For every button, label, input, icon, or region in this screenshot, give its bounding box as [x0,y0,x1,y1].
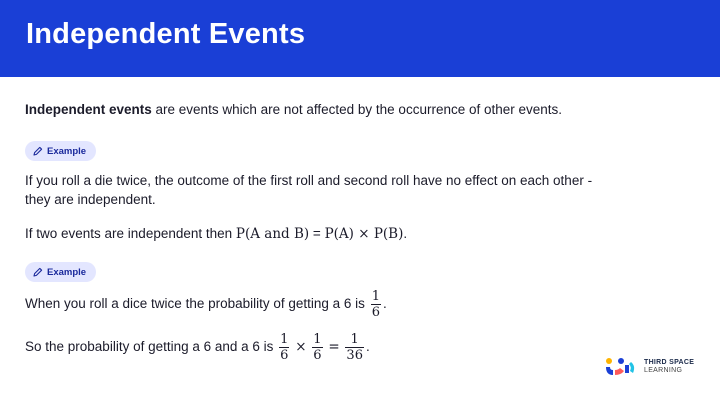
logo-icon [604,356,638,378]
example2-line2-end: . [365,339,370,354]
title-banner [0,0,720,77]
example-label: Example [47,266,87,278]
pencil-icon [33,267,43,277]
definition-term: Independent events [25,102,152,117]
example1-line2: they are independent. [25,192,156,207]
fraction-one-sixth: $\frac{1}{6}$ [371,288,380,320]
times-sign: × [295,339,307,355]
example-badge-1 [25,141,96,161]
fraction-result: $\frac{1}{36}$ [346,331,363,363]
rule-formula-rhs: P(A) × P(B) [324,226,404,242]
logo-line2: LEARNING [644,367,683,374]
third-space-learning-logo [604,356,694,378]
example2-line2 [25,330,370,364]
rule-prefix: If two events are independent then [25,226,236,241]
example2-line1 [25,287,387,321]
pencil-icon [33,146,43,156]
logo-line1: THIRD SPACE [644,359,695,366]
fraction-2: $\frac{1}{6}$ [313,331,322,363]
example2-line2-text: So the probability of getting a 6 and a 6 is [25,339,278,354]
definition-text [25,101,562,119]
independence-rule: If two events are independent then P(A and B) = P(A) × P(B). [25,226,408,242]
rule-formula-lhs: P(A and B) [235,226,310,242]
example-badge-2 [25,262,96,282]
example1-line1: If you roll a die twice, the outcome of the first roll and second roll have no effect on each other - [25,173,593,188]
example-label: Example [47,145,87,157]
rule-suffix: . [403,226,408,241]
definition-rest: are events which are not affected by the occurrence of other events. [151,102,563,117]
example2-line1-text: When you roll a dice twice the probability of getting a 6 is [25,296,369,311]
example2-line1-end: . [382,296,387,311]
equals-sign: = [328,339,340,355]
page-title: Independent Events [26,18,306,50]
fraction-1: $\frac{1}{6}$ [280,331,289,363]
